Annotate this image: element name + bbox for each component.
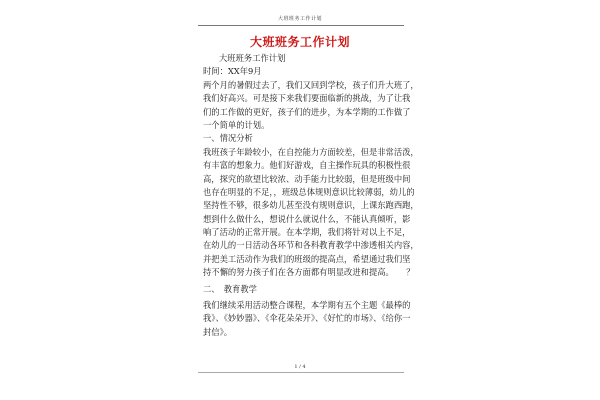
analysis-line: 我班孩子年龄较小，在自控能力方面较差，但是非常活泼， — [203, 146, 419, 157]
analysis-line: 坚持性不够，很多幼儿甚至没有规则意识，上课东跑西跑， — [203, 200, 419, 211]
analysis-line: 在幼儿的一日活动各环节和各科教育教学中渗透相关内容， — [203, 240, 419, 251]
analysis-line: 持不懈的努力孩子们在各方面都有明显改进和提高。 ？ — [203, 267, 415, 278]
analysis-line: 也存在明显的不足，，班级总体规则意识比较薄弱，幼儿的 — [203, 186, 415, 197]
analysis-line: 有丰富的想象力。他们好游戏，自主操作玩具的积极性很 — [203, 160, 411, 171]
section-heading-analysis: 一、情况分析 — [203, 133, 253, 144]
intro-line: 我们好高兴。可是接下来我们要面临新的挑战，为了让我 — [203, 93, 411, 104]
analysis-line: 响了活动的正常开展。在本学期，我们将针对以上不足， — [203, 227, 411, 238]
teaching-line: 封信》。 — [203, 326, 233, 337]
document-body — [203, 52, 419, 339]
teaching-line: 我》、《妙妙器》、《伞花朵朵开》、《好忙的市场》、《给你一 — [203, 313, 411, 324]
intro-line: 们的工作做的更好，孩子们的进步，为本学期的工作做了 — [203, 106, 411, 117]
running-header: 大班班务工作计划 — [277, 16, 322, 22]
analysis-line: 想到什么做什么，想说什么就说什么，不能认真倾听，影 — [203, 213, 411, 224]
document-subtitle: 大班班务工作计划 — [219, 53, 286, 63]
section-heading-teaching: 二、 教育教学 — [203, 283, 257, 294]
date-line: 时间：XX年9月 — [203, 66, 262, 77]
analysis-line: 并把美工活动作为我们的班级的提高点，希望通过我们坚 — [203, 253, 411, 264]
analysis-line: 高，探究的欲望比较浓、动手能力比较弱，但是班级中间 — [203, 173, 411, 184]
intro-line: 一个简单的计划。 — [203, 119, 270, 130]
header-divider — [198, 25, 404, 26]
document-title: 大班班务工作计划 — [249, 35, 350, 49]
page-number: 1 / 4 — [294, 364, 306, 370]
teaching-line: 我们继续采用活动整合课程，本学期有五个主题《最棒的 — [203, 300, 411, 311]
intro-line: 两个月的暑假过去了，我们又回到学校，孩子们升大班了， — [203, 79, 419, 90]
footer-divider — [198, 372, 404, 373]
